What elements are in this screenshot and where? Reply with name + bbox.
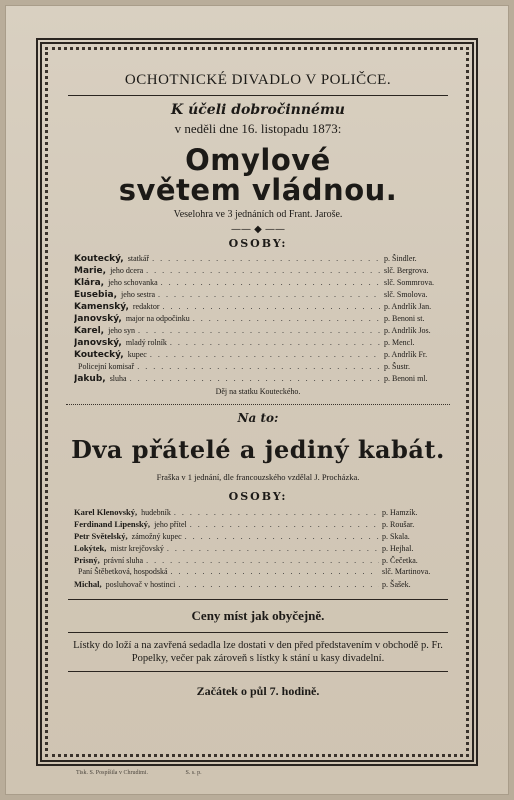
cast-character-name: Kamenský,: [74, 302, 129, 312]
ornament-divider: —— ◆ ——: [230, 224, 286, 235]
cast-character-description: mladý rolník: [125, 338, 167, 347]
cast-character-name: Jakub,: [74, 374, 106, 384]
cast-row: [74, 519, 454, 531]
cast-character-description: redaktor: [132, 302, 160, 311]
cast-character-description: Paní Štěbetková, hospodská: [78, 567, 168, 576]
prices-line: Ceny míst jak obyčejně.: [191, 608, 325, 623]
leader-dots: [193, 314, 381, 323]
leader-dots: [158, 290, 381, 299]
cast-row: [74, 362, 454, 374]
cast-row: [74, 266, 454, 278]
play2-cast-heading: OSOBY:: [228, 490, 288, 503]
cast-actor: slč. Bergrova.: [384, 266, 429, 275]
cast-actor: p. Šašek.: [382, 580, 411, 589]
cast-actor: p. Andrlík Jan.: [384, 302, 432, 311]
divider: [68, 671, 448, 672]
cast-actor: p. Benoni ml.: [384, 374, 428, 383]
play1-cast-list: [74, 254, 454, 386]
nato-label: Na to:: [237, 411, 279, 425]
start-time: Začátek o půl 7. hodině.: [196, 684, 320, 698]
leader-dots: [178, 580, 379, 589]
play2-subtitle: Fraška v 1 jednání, dle francouzského vzdělal J. Procházka.: [156, 472, 360, 482]
leader-dots: [146, 556, 379, 565]
cast-character-description: jeho schovanka: [108, 278, 158, 287]
cast-row: [74, 374, 454, 386]
cast-character-description: zámožný kupec: [131, 532, 182, 541]
divider: [68, 599, 448, 600]
cast-character-description: jeho sestra: [121, 290, 156, 299]
leader-dots: [185, 532, 379, 541]
cast-character-description: sluha: [109, 374, 127, 383]
cast-character-description: hudebník: [141, 508, 171, 517]
cast-character-description: Policejní komisař: [78, 362, 135, 371]
cast-actor: p. Hamzík.: [382, 508, 418, 517]
cast-character-description: posluhovač v hostinci: [105, 580, 176, 589]
cast-character-name: Janovský,: [74, 314, 122, 324]
cast-character-name: Klára,: [74, 278, 105, 288]
divider: [68, 95, 448, 96]
cast-actor: p. Andrlík Jos.: [384, 326, 431, 335]
cast-character-name: Marie,: [74, 266, 107, 276]
leader-dots: [137, 362, 381, 371]
cast-character-name: Janovský,: [74, 338, 122, 348]
leader-dots: [161, 278, 381, 287]
poster-content: [60, 60, 456, 750]
cast-character-description: právní sluha: [103, 556, 144, 565]
cast-character-name: Karel,: [74, 326, 105, 336]
play2-cast-list: [74, 507, 454, 591]
cast-actor: p. Andrlík Fr.: [384, 350, 428, 359]
leader-dots: [146, 266, 381, 275]
play1-place: Děj na statku Kouteckého.: [215, 387, 301, 396]
play2-title: Dva přátelé a jediný kabát.: [71, 435, 445, 464]
cast-row: [74, 350, 454, 362]
leader-dots: [167, 544, 379, 553]
cast-character-description: mistr krejčovský: [110, 544, 164, 553]
leader-dots: [163, 302, 381, 311]
cast-character-name: Lokýtek,: [74, 543, 107, 553]
leader-dots: [170, 338, 381, 347]
cast-character-name: Eusebia,: [74, 290, 118, 300]
cast-row: [74, 254, 454, 266]
dotted-divider: [66, 404, 450, 405]
cast-character-name: Koutecký,: [74, 254, 124, 264]
cast-character-description: jeho přítel: [154, 520, 187, 529]
cast-row: [74, 338, 454, 350]
cast-row: [74, 507, 454, 519]
play1-cast-heading: OSOBY:: [228, 237, 288, 250]
cast-character-name: Petr Světelský,: [74, 531, 128, 541]
printer-signature: S. s. p.: [185, 770, 202, 776]
cast-character-name: Ferdinand Lipenský,: [74, 519, 151, 529]
play1-title-line1: Omylové: [185, 143, 331, 177]
play1-subtitle: Veselohra ve 3 jednáních od Frant. Jaroše.: [173, 209, 343, 220]
cast-row: [74, 567, 454, 579]
cast-character-description: jeho dcera: [110, 266, 144, 275]
divider: [68, 632, 448, 633]
leader-dots: [130, 374, 381, 383]
play1-title-line2: světem vládnou.: [118, 173, 398, 207]
cast-character-description: jeho syn: [108, 326, 135, 335]
date-line: v neděli dne 16. listopadu 1873:: [174, 121, 342, 136]
cast-row: [74, 290, 454, 302]
cast-actor: p. Skala.: [382, 532, 410, 541]
purpose-line: K účeli dobročinnému: [171, 102, 345, 118]
cast-row: [74, 543, 454, 555]
cast-row: [74, 278, 454, 290]
cast-character-description: kupec: [127, 350, 147, 359]
leader-dots: [190, 520, 379, 529]
cast-character-name: Koutecký,: [74, 350, 124, 360]
leader-dots: [174, 508, 379, 517]
cast-character-name: Karel Klenovský,: [74, 507, 138, 517]
cast-actor: p. Šustr.: [384, 362, 411, 371]
cast-actor: slč. Sommrova.: [384, 278, 434, 287]
cast-actor: p. Čečetka.: [382, 556, 418, 565]
leader-dots: [138, 326, 381, 335]
cast-row: [74, 579, 454, 591]
cast-actor: p. Benoni st.: [384, 314, 425, 323]
cast-character-name: Michal,: [74, 579, 102, 589]
cast-character-description: major na odpočinku: [125, 314, 190, 323]
cast-actor: p. Hejhal.: [382, 544, 414, 553]
cast-actor: slč. Smolova.: [384, 290, 428, 299]
cast-actor: p. Šindler.: [384, 254, 417, 263]
cast-row: [74, 326, 454, 338]
cast-actor: p. Roušar.: [382, 520, 415, 529]
theatre-name: OCHOTNICKÉ DIVADLO V POLIČCE.: [124, 72, 392, 88]
cast-row: [74, 531, 454, 543]
leader-dots: [150, 350, 381, 359]
play1-title: [60, 145, 456, 205]
cast-row: [74, 555, 454, 567]
cast-character-description: statkář: [127, 254, 150, 263]
printer-name: Tisk. S. Pospíšila v Chrudimi.: [76, 770, 148, 776]
leader-dots: [171, 567, 379, 576]
leader-dots: [152, 254, 381, 263]
cast-character-name: Prisný,: [74, 555, 100, 565]
printer-imprint: [76, 770, 202, 776]
cast-row: [74, 314, 454, 326]
ticket-notice: Lístky do loží a na zavřená sedadla lze dostati v den před představením v obchodě p. Fr. Popelky, večer pak zároveň s lístky k stání u kasy divadelní.: [73, 640, 443, 664]
cast-actor: slč. Martinova.: [382, 567, 431, 576]
cast-actor: p. Mencl.: [384, 338, 415, 347]
cast-row: [74, 302, 454, 314]
